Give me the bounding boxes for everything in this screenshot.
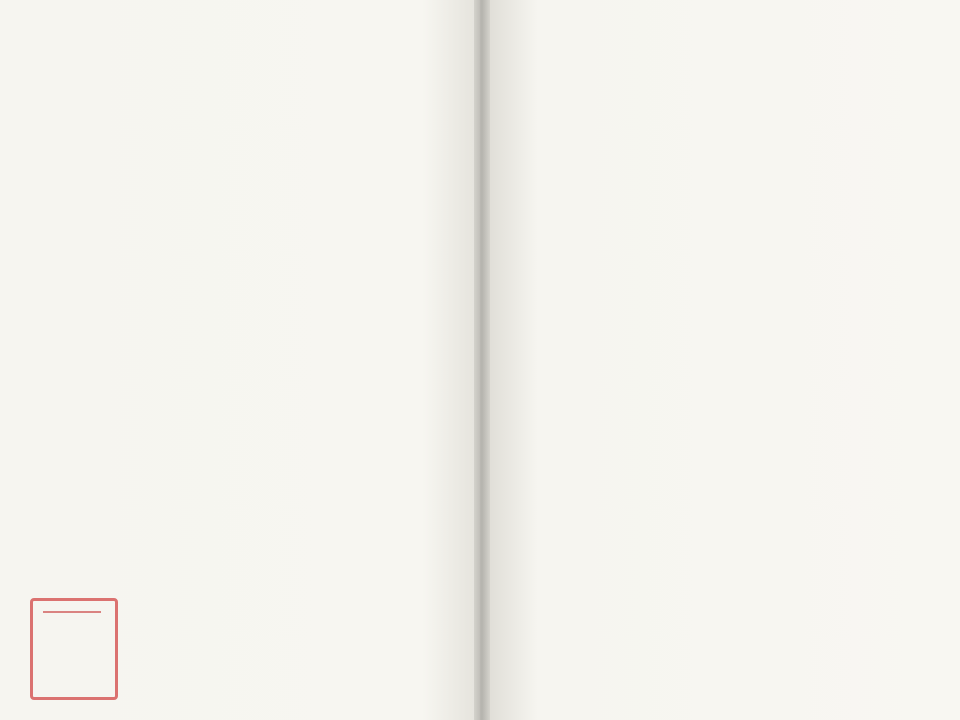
right-page xyxy=(480,0,960,720)
book-gutter xyxy=(474,0,490,720)
library-seal xyxy=(30,598,118,700)
seal-line1 xyxy=(43,611,101,613)
